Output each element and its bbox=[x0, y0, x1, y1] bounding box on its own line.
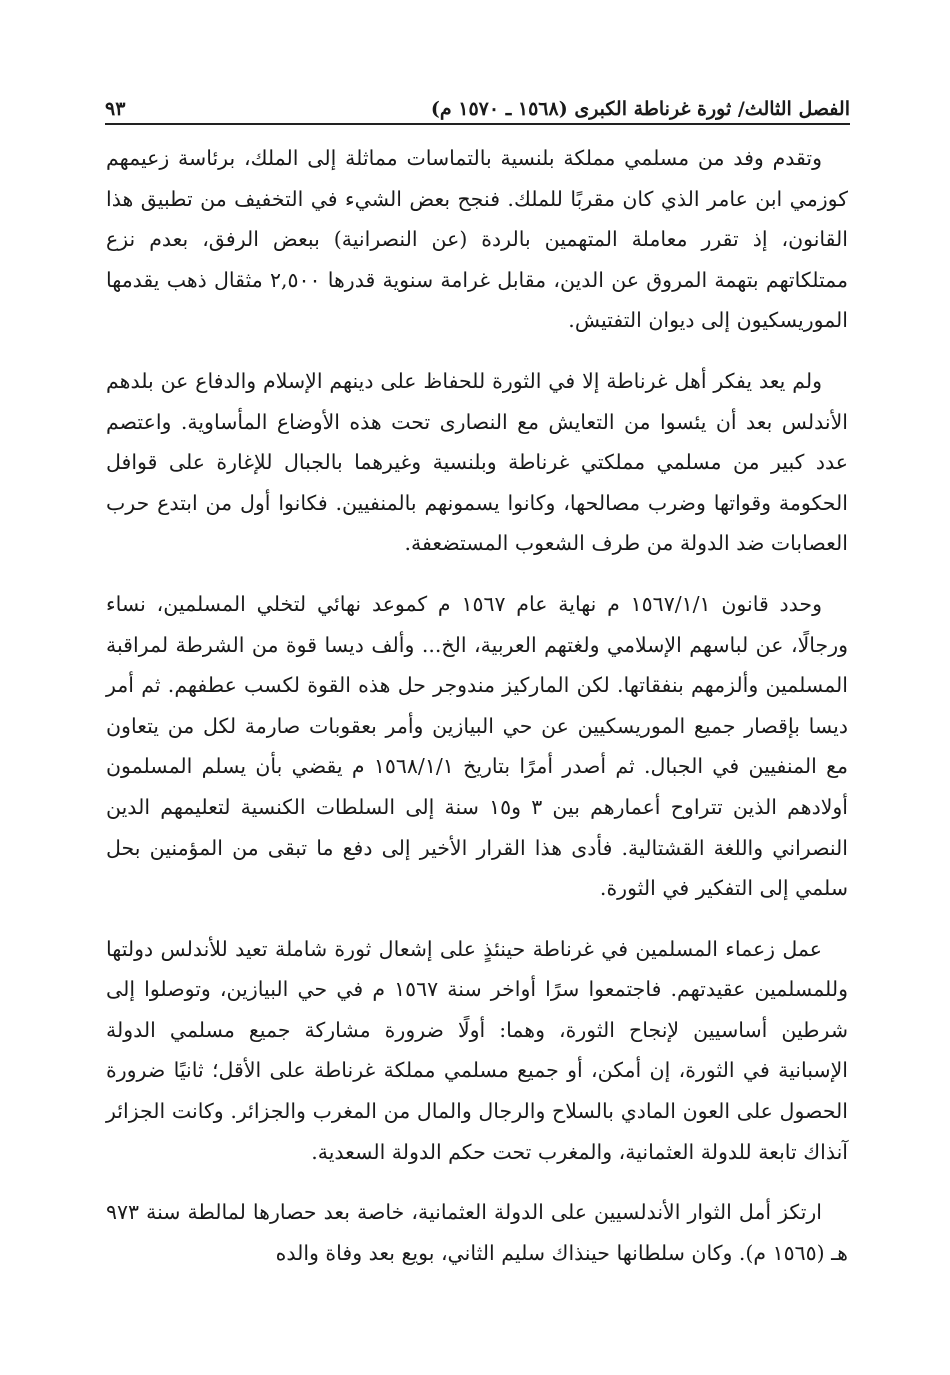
paragraph: ارتكز أمل الثوار الأندلسيين على الدولة العثمانية، خاصة بعد حصارها لمالطة سنة ٩٧٣ هـ (١٥٦٥ م). وكان سلطانها حينذاك سليم الثاني، بويع بعد وفاة والده bbox=[106, 1200, 848, 1265]
page-number: ٩٣ bbox=[105, 98, 126, 120]
paragraph: ولم يعد يفكر أهل غرناطة إلا في الثورة للحفاظ على دينهم الإسلام والدفاع عن بلدهم الأندلس بعد أن يئسوا من التعايش مع النصارى تحت هذه الأوضاع المأساوية. واعتصم عدد كبير من مسلمي مملكتي غرناطة وبلنسية وغيرهما بالجبال للإغارة على قوافل الحكومة وقواتها وضرب مصالحها، وكانوا يسمونهم بالمنفيين. فكانوا أول من ابتدع حرب العصابات ضد الدولة من طرف الشعوب المستضعفة. bbox=[106, 368, 848, 556]
paragraph: وتقدم وفد من مسلمي مملكة بلنسية بالتماسات مماثلة إلى الملك، برئاسة زعيمهم كوزمي ابن عامر الذي كان مقربًا للملك. فنجح بعض الشيء في التخفيف من تطبيق هذا القانون، إذ تقرر معاملة المتهمين بالردة (عن النصرانية) ببعض الرفق، بعدم نزع ممتلكاتهم بتهمة المروق عن الدين، مقابل غرامة سنوية قدرها ٢,٥٠٠ مثقال ذهب يقدمها الموريسكيون إلى ديوان التفتيش. bbox=[106, 146, 848, 333]
paragraph: وحدد قانون ١٥٦٧/١/١ م نهاية عام ١٥٦٧ م كموعد نهائي لتخلي المسلمين، نساء ورجالًا، عن لباسهم الإسلامي ولغتهم العربية، الخ... وألف ديسا قوة من الشرطة لمراقبة المسلمين وألزمهم بنفقاتها. لكن الماركيز مندوجر حل هذه القوة لكسب عطفهم. ثم أمر ديسا بإقصار جميع الموريسكيين عن حي البيازين وأمر بعقوبات صارمة لكل من يتعاون مع المنفيين في الجبال. ثم أصدر أمرًا بتاريخ ١٥٦٨/١/١ م يقضي بأن يسلم المسلمون أولادهم الذين تتراوح أعمارهم بين ٣ و١٥ سنة إلى السلطات الكنسية لتعليمهم الدين النصراني واللغة القشتالية. فأدى هذا القرار الأخير إلى دفع ما تبقى من المؤمنين بحل سلمي إلى التفكير في الثورة. bbox=[106, 591, 848, 901]
paragraph: عمل زعماء المسلمين في غرناطة حينئذٍ على إشعال ثورة شاملة تعيد للأندلس دولتها وللمسلمين عقيدتهم. فاجتمعوا سرًا أواخر سنة ١٥٦٧ م في حي البيازين، وتوصلوا إلى شرطين أساسيين لإنجاح الثورة، وهما: أولًا ضرورة مشاركة جميع مسلمي الدولة الإسبانية في الثورة، إن أمكن، أو جميع مسلمي مملكة غرناطة على الأقل؛ ثانيًا ضرورة الحصول على العون المادي بالسلاح والرجال والمال من المغرب والجزائر. وكانت الجزائر آنذاك تابعة للدولة العثمانية، والمغرب تحت حكم الدولة السعدية. bbox=[106, 936, 848, 1164]
running-header bbox=[105, 84, 850, 120]
header-rule bbox=[105, 123, 850, 125]
chapter-title: الفصل الثالث/ ثورة غرناطة الكبرى (١٥٦٨ ـ ١٥٧٠ م) bbox=[430, 98, 850, 120]
body-text bbox=[106, 138, 848, 1293]
